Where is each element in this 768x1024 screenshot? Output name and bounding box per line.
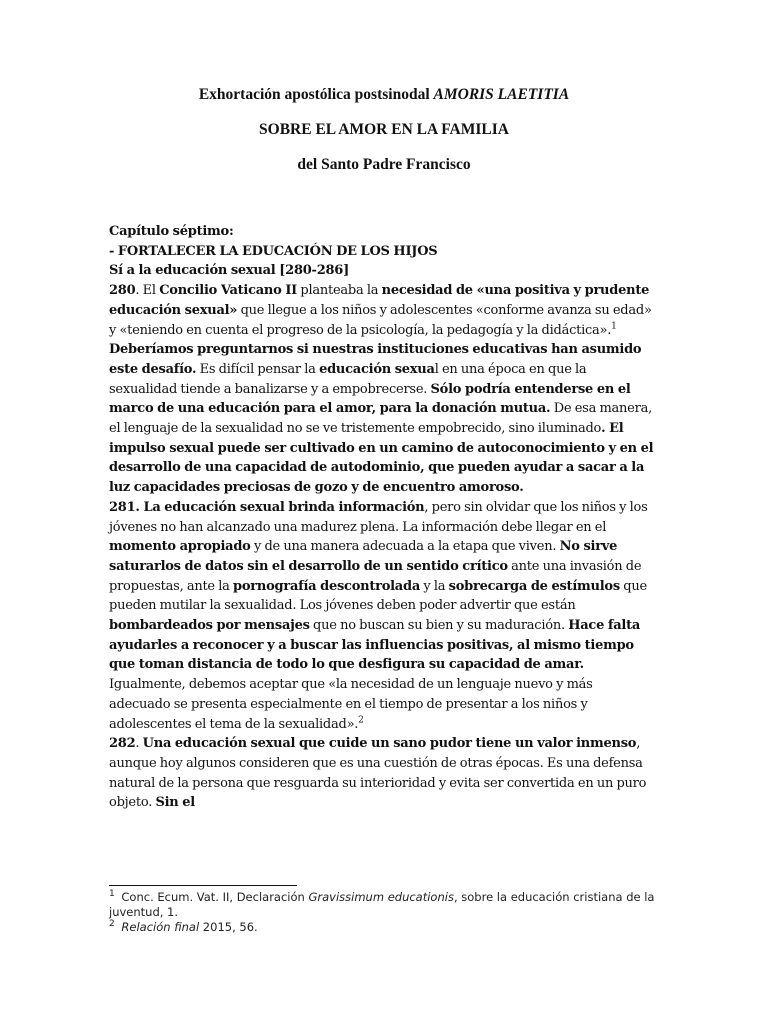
footnote-1: [109, 890, 657, 920]
text-run: .: [135, 736, 143, 752]
footnote-separator: [109, 885, 297, 886]
text-run: planteaba la: [297, 283, 382, 299]
text-run: . El: [135, 283, 160, 299]
text-run: y la: [420, 578, 449, 594]
footnote-ref[interactable]: 1: [611, 321, 617, 332]
italic-run: Relación final: [121, 920, 200, 934]
bold-run: Deberíamos preguntarnos si nuestras instituciones educativas han asumido este desafío.: [109, 342, 642, 377]
section-heading-text: Sí a la educación sexual [280-286]: [109, 263, 349, 279]
bold-run: . El impulso sexual puede ser cultivado en un camino de autoconocimiento y en el desarrollo de una capacidad de autodominio, que pueden ayudar a sacar a la luz capacidades preciosas de gozo y de encuentro amoroso.: [109, 421, 654, 496]
footnote-number: 2: [109, 919, 115, 930]
text-run: que no buscan su bien y su maduración.: [309, 618, 569, 634]
title-prefix: Exhortación apostólica postsinodal: [198, 86, 434, 103]
bold-run: 281. La educación sexual brinda información: [109, 499, 425, 515]
text-run: De esa manera, el lenguaje de la sexualidad no se ve tristemente empobrecido, sino iluminado: [109, 401, 652, 437]
footnote-2: [109, 920, 657, 935]
footnote-ref[interactable]: 2: [358, 715, 364, 726]
text-run: , aunque hoy algunos consideren que es una cuestión de otras épocas. Es una defensa natural de la persona que resguarda su interioridad y evita ser convertida en un puro objeto.: [109, 736, 647, 811]
document-title-line: [0, 86, 768, 104]
footnotes: [109, 890, 657, 935]
document-subtitle: SOBRE EL AMOR EN LA FAMILIA: [259, 121, 509, 138]
bold-run: pornografía descontrolada: [233, 578, 420, 594]
text-run: ante una invasión de propuestas, ante la: [109, 558, 642, 594]
bold-run: educación sexua: [319, 361, 435, 377]
section-heading: [109, 261, 657, 281]
text-run: l en una época en que la sexualidad tiende a banalizarse y a empobrecerse.: [109, 361, 587, 397]
text-run: Es difícil pensar la: [196, 361, 320, 377]
text-run: que pueden mutilar la sexualidad. Los jóvenes deben poder advertir que están: [109, 578, 647, 614]
italic-run: Gravissimum educationis: [308, 890, 454, 904]
text-run: que llegue a los niños y adolescentes «conforme avanza su edad» y «teniendo en cuenta el progreso de la psicología, la pedagogía y la didáctica».: [109, 302, 652, 338]
bold-run: sobrecarga de estímulos: [448, 578, 620, 594]
paragraph-number: 282: [109, 736, 136, 752]
bold-run: Hace falta ayudarles a reconocer y a buscar las influencias positivas, al mismo tiempo que toman distancia de todo lo que desfigura su capacidad de amar.: [109, 618, 641, 673]
bold-run: bombardeados por mensajes: [109, 618, 310, 634]
chapter-title: - FORTALECER LA EDUCACIÓN DE LOS HIJOS: [109, 243, 438, 259]
text-run: Conc. Ecum. Vat. II, Declaración: [117, 890, 309, 904]
text-run: y de una manera adecuada a la etapa que viven.: [250, 539, 560, 555]
bold-run: Sólo podría entenderse en el marco de una educación para el amor, para la donación mutua.: [109, 381, 631, 417]
text-run: 2015, 56.: [199, 920, 258, 934]
paragraph-281: [109, 498, 657, 734]
bold-run: momento apropiado: [109, 539, 251, 555]
paragraph-280: [109, 281, 657, 498]
bold-run: No sirve saturarlos de datos sin el desarrollo de un sentido crítico: [109, 539, 618, 574]
text-run: Igualmente, debemos aceptar que «la necesidad de un lenguaje nuevo y más adecuado se presenta especialmente en el tiempo de presentar a los niños y adolescentes el tema de la sexualidad».: [109, 677, 593, 732]
bold-run: Sin el: [155, 795, 195, 811]
document-body: [109, 222, 657, 813]
bold-run: necesidad de «una positiva y prudente educación sexual»: [109, 283, 650, 318]
text-run: , sobre la educación cristiana de la juventud, 1.: [109, 890, 655, 919]
chapter-label: Capítulo séptimo:: [109, 224, 234, 239]
paragraph-number: 280: [109, 283, 136, 299]
title-italic: AMORIS LAETITIA: [433, 86, 570, 103]
footnote-number: 1: [109, 889, 115, 900]
text-run: , pero sin olvidar que los niños y los jóvenes no han alcanzado una madurez plena. La información debe llegar en el: [109, 499, 648, 535]
document-author-line: del Santo Padre Francisco: [297, 156, 471, 173]
paragraph-282: [109, 734, 657, 813]
chapter-heading: [109, 222, 657, 261]
bold-run: Concilio Vaticano II: [159, 283, 297, 299]
bold-run: Una educación sexual que cuide un sano pudor tiene un valor inmenso: [142, 736, 637, 752]
